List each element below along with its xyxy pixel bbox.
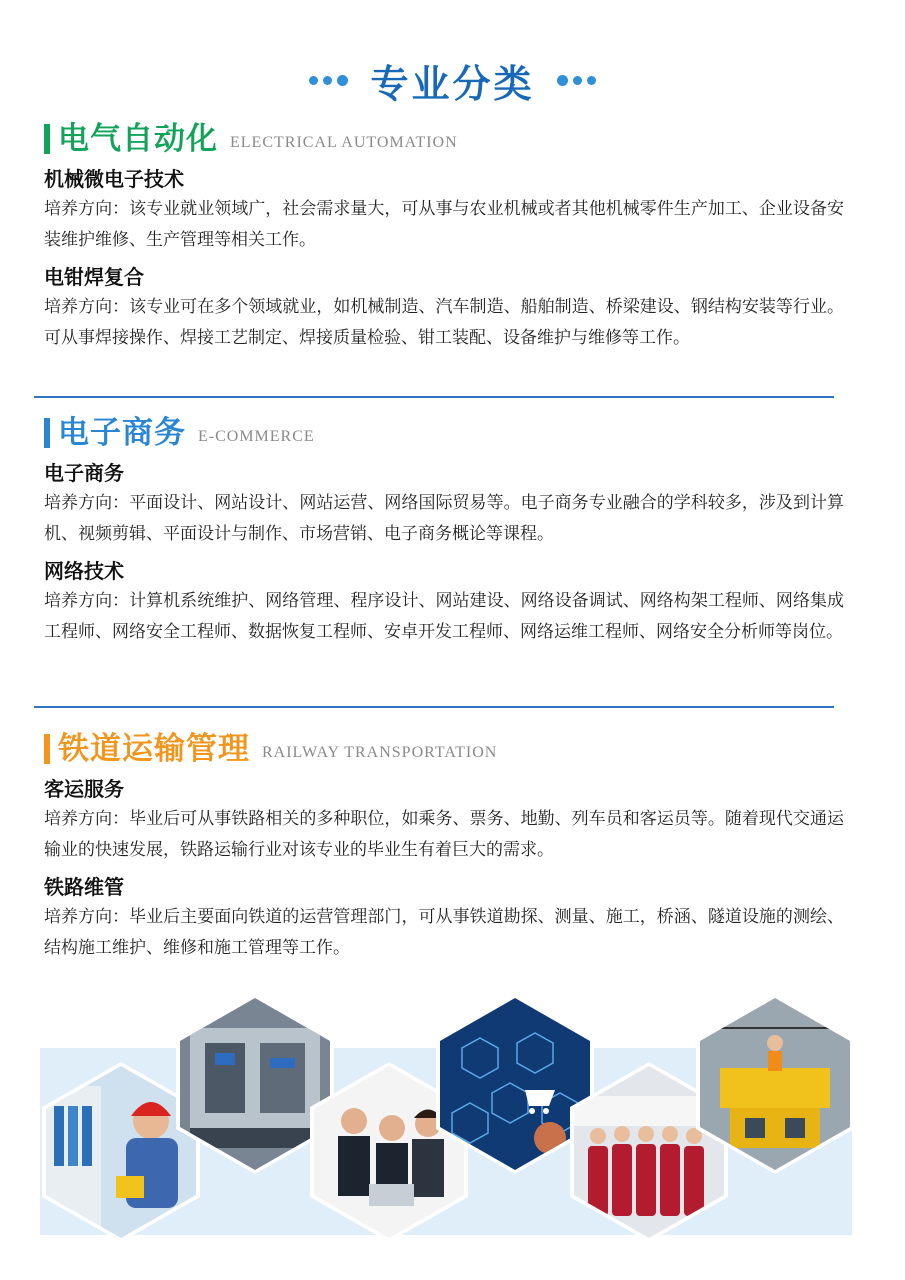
major-name: 机械微电子技术 [44, 167, 184, 191]
major-description: 培养方向：毕业后可从事铁路相关的多种职位，如乘务、票务、地勤、列车员和客运员等。随着现代交通运输业的快速发展，铁路运输行业对该专业的毕业生有着巨大的需求。 [44, 809, 844, 860]
page-header [0, 52, 905, 108]
section-title: 电子商务 [58, 415, 186, 451]
decor-dots-right [557, 75, 596, 86]
section-heading [44, 728, 844, 768]
major-description: 培养方向：计算机系统维护、网络管理、程序设计、网站建设、网络设备调试、网络构架工程师、网络集成工程师、网络安全工程师、数据恢复工程师、安卓开发工程师、网络运维工程师、网络安全分析师等岗位。 [44, 591, 844, 642]
section-divider [34, 706, 834, 708]
major-item [44, 458, 844, 550]
section-accent-bar [44, 124, 50, 154]
section-subtitle-en: E-COMMERCE [198, 428, 315, 445]
section-railway-transportation [44, 728, 844, 964]
section-accent-bar [44, 734, 50, 764]
decor-dots-left [309, 75, 348, 86]
section-title: 铁道运输管理 [58, 731, 250, 767]
major-description: 培养方向：平面设计、网站设计、网站运营、网络国际贸易等。电子商务专业融合的学科较多，涉及到计算机、视频剪辑、平面设计与制作、市场营销、电子商务概论等课程。 [44, 493, 844, 544]
section-e-commerce [44, 412, 844, 648]
section-subtitle-en: ELECTRICAL AUTOMATION [230, 134, 458, 151]
major-description: 培养方向：该专业就业领域广，社会需求量大，可从事与农业机械或者其他机械零件生产加工、企业设备安装维护维修、生产管理等相关工作。 [44, 199, 844, 250]
section-accent-bar [44, 418, 50, 448]
section-subtitle-en: RAILWAY TRANSPORTATION [262, 744, 498, 761]
section-title: 电气自动化 [58, 121, 218, 157]
major-item [44, 556, 844, 648]
major-name: 铁路维管 [44, 875, 124, 899]
photo-collage [40, 1000, 860, 1240]
major-item [44, 262, 844, 354]
major-description: 培养方向：毕业后主要面向铁道的运营管理部门，可从事铁道勘探、测量、施工，桥涵、隧道设施的测绘、结构施工维护、维修和施工管理等工作。 [44, 907, 844, 958]
major-item [44, 872, 844, 964]
major-name: 电钳焊复合 [44, 265, 144, 289]
major-name: 电子商务 [44, 461, 124, 485]
major-item [44, 774, 844, 866]
major-description: 培养方向：该专业可在多个领域就业，如机械制造、汽车制造、船舶制造、桥梁建设、钢结构安装等行业。可从事焊接操作、焊接工艺制定、焊接质量检验、钳工装配、设备维护与维修等工作。 [44, 297, 844, 348]
major-name: 客运服务 [44, 777, 124, 801]
section-divider [34, 396, 834, 398]
major-name: 网络技术 [44, 559, 124, 583]
section-heading [44, 412, 844, 452]
section-heading [44, 118, 844, 158]
section-electrical-automation [44, 118, 844, 354]
page-title: 专业分类 [370, 61, 535, 106]
major-item [44, 164, 844, 256]
